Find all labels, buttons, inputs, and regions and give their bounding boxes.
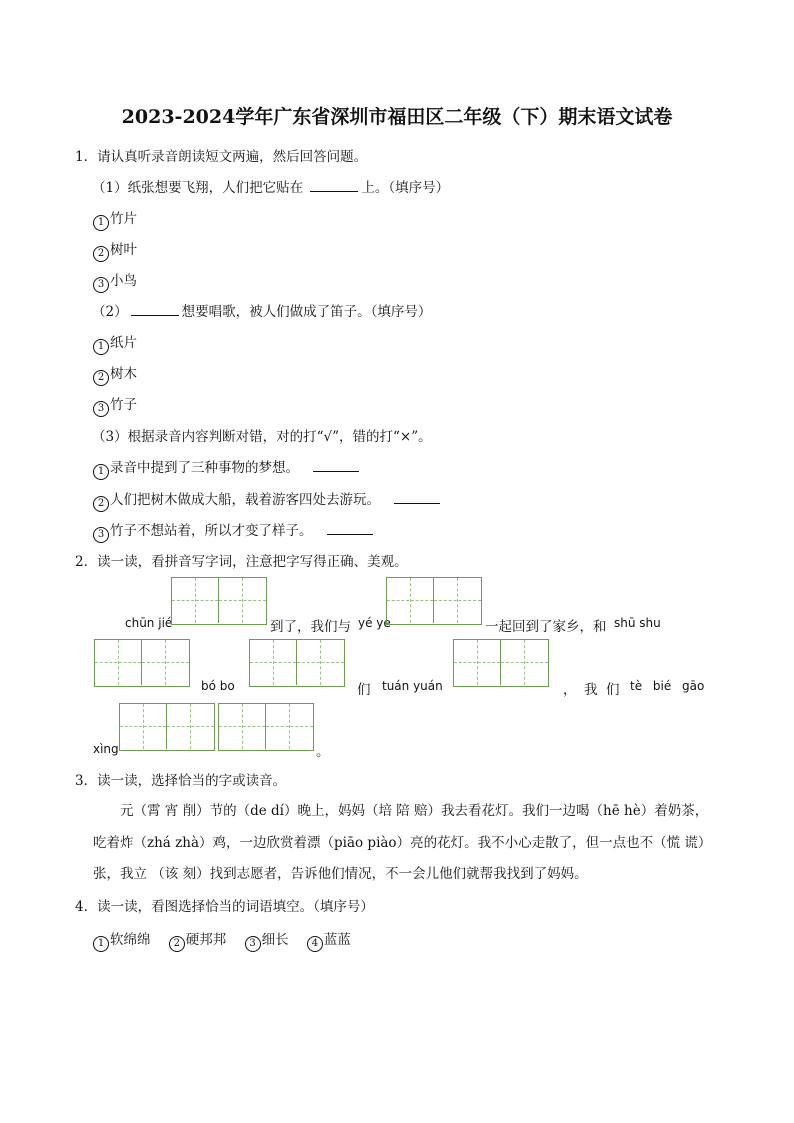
judge-text: 人们把树木做成大船，载着游客四处去游玩。 [110, 492, 380, 508]
q2-stem: 2．读一读，看拼音写字词，注意把字写得正确、美观。 [75, 554, 408, 570]
pinyin-label: chūn jié [125, 616, 173, 630]
circled-number: 1 [93, 215, 109, 231]
option-item [307, 932, 351, 948]
pinyin-label: bó bo [201, 679, 235, 693]
q2-text: 们 [357, 682, 371, 698]
option-text: 树叶 [110, 242, 137, 258]
q2-text: ， [563, 682, 577, 698]
circled-number: 3 [93, 527, 109, 543]
q4-stem: 4．读一读，看图选择恰当的词语填空。（填序号） [75, 899, 374, 915]
option-text: 纸片 [110, 335, 137, 351]
q2-text: 。 [316, 744, 330, 760]
q2-text: 到了，我们与 [270, 619, 351, 635]
q3-line: 吃着炸（zhá zhà）鸡，一边欣赏着漂（piāo piào）亮的花灯。我不小心走散了，但一点也不（慌 谎） [93, 835, 712, 851]
circled-number: 3 [93, 277, 109, 293]
writing-grid[interactable] [94, 639, 190, 687]
option-item [93, 269, 137, 293]
q2-text: 我 [584, 682, 598, 698]
circled-number: 2 [93, 496, 109, 512]
option-item [93, 362, 137, 386]
option-item [93, 331, 137, 355]
q1-stem: 1．请认真听录音朗读短文两遍，然后回答问题。 [75, 149, 368, 165]
option-item [93, 932, 151, 948]
q4-options [93, 928, 351, 952]
option-item [93, 393, 137, 417]
answer-blank[interactable] [327, 521, 373, 535]
answer-blank[interactable] [310, 178, 358, 192]
circled-number: 1 [93, 936, 109, 952]
writing-grid[interactable] [171, 577, 267, 625]
writing-grid[interactable] [249, 639, 345, 687]
option-text: 软绵绵 [110, 932, 151, 948]
option-text: 竹子 [110, 397, 137, 413]
q1-part1-before: （1）纸张想要飞翔，人们把它贴在 [92, 180, 308, 196]
option-text: 硬邦邦 [185, 932, 227, 948]
option-text: 细长 [261, 932, 289, 948]
writing-grid[interactable] [119, 703, 215, 751]
q1-part2-before: （2） [92, 304, 128, 320]
circled-number: 1 [93, 339, 109, 355]
circled-number: 3 [93, 401, 109, 417]
writing-grid[interactable] [386, 577, 482, 625]
option-text: 小鸟 [110, 273, 137, 289]
judge-item [93, 488, 443, 512]
pinyin-label: yé ye [358, 616, 391, 630]
judge-text: 录音中提到了三种事物的梦想。 [110, 460, 299, 476]
q1-part3: （3）根据录音内容判断对错，对的打“√”，错的打“×”。 [92, 429, 432, 445]
q2-text: 一起回到了家乡，和 [485, 619, 607, 635]
judge-item [93, 519, 376, 543]
circled-number: 1 [93, 464, 109, 480]
option-item [93, 238, 137, 262]
answer-blank[interactable] [313, 458, 359, 472]
circled-number: 2 [93, 246, 109, 262]
pinyin-label: tè bié gāo [630, 679, 705, 693]
answer-blank[interactable] [394, 490, 440, 504]
option-text: 树木 [110, 366, 137, 382]
option-item [93, 207, 137, 231]
page-title: 2023-2024学年广东省深圳市福田区二年级（下）期末语文试卷 [121, 106, 673, 128]
q1-part1-after: 上。（填序号） [361, 180, 450, 196]
q3-line: 张，我立 （该 刻）找到志愿者，告诉他们情况，不一会儿他们就帮我找到了妈妈。 [93, 866, 588, 882]
judge-text: 竹子不想站着，所以才变了样子。 [110, 523, 313, 539]
writing-grid[interactable] [218, 703, 314, 751]
judge-item [93, 456, 362, 480]
q1-part2 [92, 300, 431, 320]
option-text: 竹片 [110, 211, 137, 227]
pinyin-label: tuán yuán [382, 679, 443, 693]
q3-line: 元（霄 宵 削）节的（de dí）晚上，妈妈（培 陪 赔）我去看花灯。我们一边喝（hē hè）着奶茶， [120, 803, 709, 819]
writing-grid[interactable] [453, 639, 549, 687]
circled-number: 3 [245, 936, 261, 952]
q3-stem: 3．读一读，选择恰当的字或读音。 [75, 773, 287, 789]
pinyin-label: shū shu [614, 616, 661, 630]
circled-number: 4 [307, 936, 323, 952]
option-text: 蓝蓝 [323, 932, 351, 948]
option-item [245, 932, 289, 948]
q1-part2-after: 想要唱歌，被人们做成了笛子。（填序号） [181, 304, 432, 320]
pinyin-label: xìng [93, 742, 119, 756]
circled-number: 2 [93, 370, 109, 386]
option-item [169, 932, 227, 948]
circled-number: 2 [169, 936, 185, 952]
q1-part1 [92, 176, 449, 196]
answer-blank[interactable] [131, 302, 179, 316]
q2-text: 们 [606, 682, 620, 698]
